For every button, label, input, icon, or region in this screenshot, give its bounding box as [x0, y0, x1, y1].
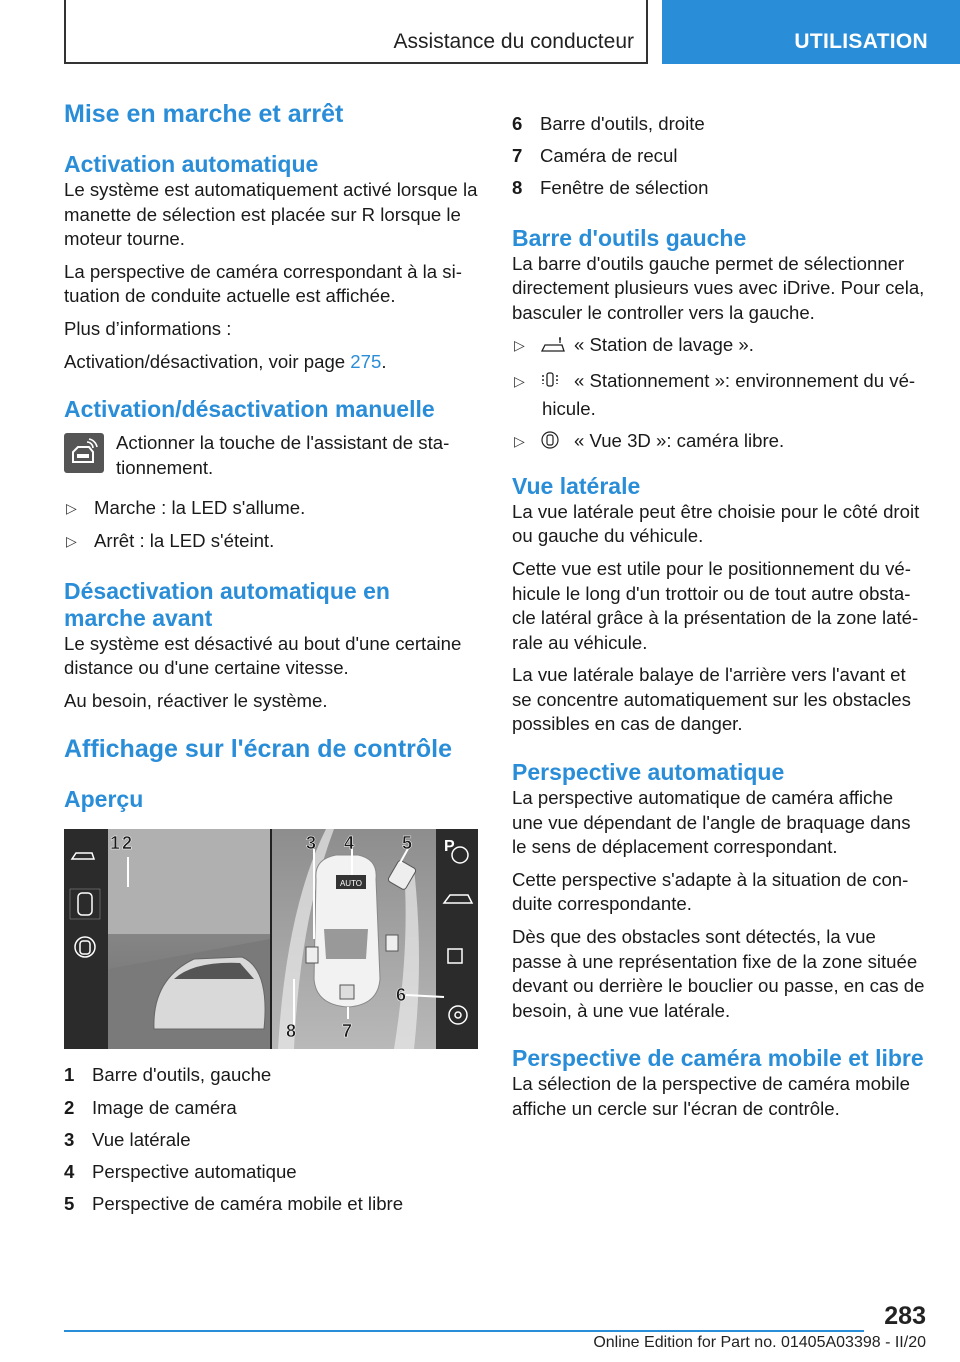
callout-8: 8: [286, 1021, 297, 1042]
legend-text: Fenêtre de sélection: [540, 177, 709, 199]
control-display-image: [64, 829, 478, 1049]
legend-item: [64, 1063, 478, 1088]
chapter-tab: [662, 0, 960, 64]
legend-item: [512, 144, 926, 169]
heading-activation-automatique: Activation automatique: [64, 151, 319, 177]
status-list: [64, 496, 478, 553]
legend-number: 8: [512, 177, 523, 199]
list-item-text: Arrêt : la LED s'éteint.: [94, 529, 275, 551]
heading-perspective-automatique: Perspective automatique: [512, 759, 785, 786]
legend-text: Caméra de recul: [540, 145, 678, 167]
paragraph: La vue latérale balaye de l'arrière vers l'avant et se concentre automatiquement sur les obstacles possibles en cas de danger.: [512, 664, 911, 735]
edition-note: Online Edition for Part no. 01405A03398 - II/20: [593, 1334, 926, 1351]
paragraph: La barre d'outils gauche permet de sélectionner directement plusieurs vues avec iDrive. Pour cela, basculer le controller vers la gauche.: [512, 252, 925, 323]
callout-5: 5: [402, 833, 413, 854]
callout-2: 2: [122, 833, 133, 854]
heading-activation-manuelle: Activation/désactivation manuelle: [64, 396, 435, 423]
list-item-text: Marche : la LED s'allume.: [94, 497, 306, 519]
car-3d-icon: [540, 430, 570, 457]
triangle-bullet-icon: ▷: [66, 500, 77, 517]
right-column: [512, 112, 926, 1122]
heading-desactivation: Désactivation automatique en marche avant: [64, 577, 390, 631]
heading-barre-outils-gauche: Barre d'outils gauche: [512, 224, 747, 251]
left-column: [64, 100, 478, 1224]
list-item: [512, 429, 926, 457]
paragraph: La sélection de la perspective de caméra mobile affiche un cercle sur l'écran de contrôle.: [512, 1073, 910, 1119]
paragraph: La perspective de caméra correspondant à la si-tuation de conduite actuelle est affichée.: [64, 260, 462, 307]
svg-text:P: P: [444, 838, 455, 856]
legend-item: [64, 1128, 478, 1153]
list-item-text: « Stationnement »: environnement du vé-hicule.: [542, 369, 916, 419]
list-item-text: « Vue 3D »: caméra libre.: [574, 430, 785, 452]
legend-item: [512, 176, 926, 201]
legend-text: Barre d'outils, gauche: [92, 1064, 272, 1086]
parking-car-icon: [540, 370, 570, 397]
paragraph: Cette vue est utile pour le positionnement du vé-hicule le long d'un trottoir ou de tout autre obsta-cle latéral grâce à la présentation de la zone laté-rale au véhicule.: [512, 557, 919, 653]
callout-4: 4: [344, 833, 355, 854]
paragraph: Au besoin, réactiver le système.: [64, 689, 328, 711]
legend-number: 2: [64, 1096, 75, 1118]
legend-number: 6: [512, 113, 523, 134]
reference-text: Activation/désactivation, voir page: [64, 350, 351, 372]
list-item: [512, 333, 926, 361]
callout-3: 3: [306, 833, 317, 854]
page-number: 283: [884, 1302, 926, 1330]
legend-number: 1: [64, 1064, 75, 1086]
paragraph: Dès que des obstacles sont détectés, la vue passe à une représentation fixe de la zone située devant ou derrière le bouclier ou passe, en cas de besoin, à une vue latérale.: [512, 926, 925, 1021]
legend-text: Perspective automatique: [92, 1160, 297, 1182]
legend-item: [64, 1160, 478, 1185]
chapter-title: UTILISATION: [794, 30, 928, 53]
legend-text: Barre d'outils, droite: [540, 113, 705, 134]
camera-view-illustration: [64, 829, 478, 1049]
page-link[interactable]: 275: [350, 350, 382, 372]
heading-affichage: Affichage sur l'écran de contrôle: [64, 735, 452, 764]
legend-text: Vue latérale: [92, 1128, 191, 1150]
paragraph: Cette perspective s'adapte à la situation de con-duite correspondante.: [512, 868, 909, 915]
paragraph: Plus d’informations :: [64, 317, 232, 339]
heading-apercu: Aperçu: [64, 786, 144, 813]
legend-item: [64, 1192, 478, 1217]
legend-number: 4: [64, 1160, 75, 1182]
park-assist-button-icon: [64, 433, 104, 473]
paragraph: La vue latérale peut être choisie pour le côté droit ou gauche du véhicule.: [512, 500, 920, 547]
callout-7: 7: [342, 1021, 353, 1042]
triangle-bullet-icon: ▷: [514, 337, 525, 354]
callout-6: 6: [396, 985, 407, 1006]
page-reference: [64, 350, 478, 375]
toolbar-views-list: [512, 333, 926, 456]
paragraph: Le système est désactivé au bout d'une certaine distance ou d'une certaine vitesse.: [64, 632, 462, 679]
legend-text: Image de caméra: [92, 1096, 237, 1118]
paragraph: Le système est automatiquement activé lorsque la manette de sélection est placée sur R lorsque le moteur tourne.: [64, 179, 478, 250]
paragraph: La perspective automatique de caméra affiche une vue dépendant de l'angle de braquage dans le sens de déplacement correspondant.: [512, 787, 911, 858]
heading-perspective-mobile: Perspective de caméra mobile et libre: [512, 1045, 924, 1072]
paragraph: Actionner la touche de l'assistant de sta-tionnement.: [116, 432, 450, 478]
legend-number: 7: [512, 145, 523, 167]
legend-list-right: [512, 112, 926, 201]
triangle-bullet-icon: ▷: [514, 372, 525, 389]
list-item: [512, 369, 926, 421]
legend-list-left: [64, 1063, 478, 1216]
callout-1: 1: [110, 833, 121, 854]
car-wash-icon: [540, 336, 570, 361]
reference-end: .: [381, 350, 387, 372]
list-item-text: « Station de lavage ».: [574, 334, 754, 356]
footer-divider: [64, 1330, 864, 1332]
parking-button-row: [64, 431, 478, 480]
triangle-bullet-icon: ▷: [66, 532, 77, 549]
auto-badge[interactable]: AUTO: [339, 879, 363, 889]
legend-item: [64, 1096, 478, 1121]
section-title: Assistance du conducteur: [393, 30, 634, 53]
running-header: [64, 0, 648, 64]
list-item: [64, 529, 478, 554]
heading-vue-laterale: Vue latérale: [512, 472, 641, 499]
triangle-bullet-icon: ▷: [514, 433, 525, 450]
legend-number: 3: [64, 1128, 75, 1150]
legend-number: 5: [64, 1193, 75, 1215]
legend-text: Perspective de caméra mobile et libre: [92, 1193, 404, 1215]
list-item: [64, 496, 478, 521]
heading-mise-en-marche: Mise en marche et arrêt: [64, 100, 344, 128]
legend-item: [512, 112, 926, 137]
